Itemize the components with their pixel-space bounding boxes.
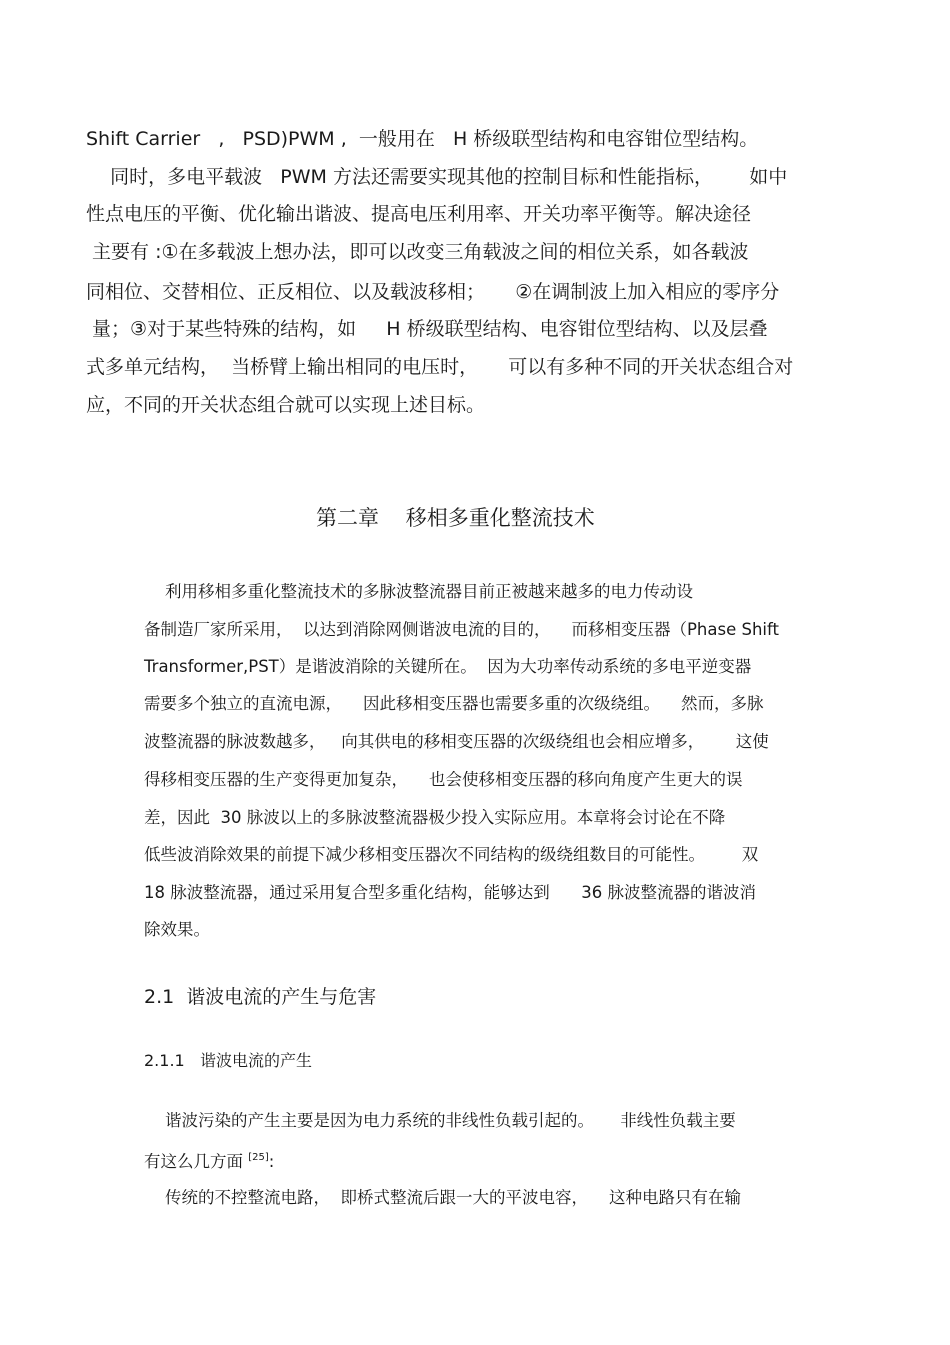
- citation-reference: [25]: [248, 1152, 269, 1163]
- paragraph-line: 需要多个独立的直流电源， 因此移相变压器也需要多重的次级绕组。 然而，多脉: [144, 694, 764, 713]
- paragraph-line: 同相位、交替相位、正反相位、以及载波移相； ②在调制波上加入相应的零序分: [86, 281, 780, 303]
- paragraph-line: 备制造厂家所采用， 以达到消除网侧谐波电流的目的， 而移相变压器（Phase Shift: [144, 620, 779, 639]
- paragraph-line: 传统的不控整流电路， 即桥式整流后跟一大的平波电容， 这种电路只有在输: [144, 1188, 741, 1207]
- paragraph-line: 低些波消除效果的前提下减少移相变压器次不同结构的级绕组数目的可能性。 双: [144, 845, 759, 864]
- paragraph-line: 同时，多电平载波 PWM 方法还需要实现其他的控制目标和性能指标， 如中: [86, 166, 788, 188]
- paragraph-line: 利用移相多重化整流技术的多脉波整流器目前正被越来越多的电力传动设: [144, 582, 693, 601]
- paragraph-line: 应，不同的开关状态组合就可以实现上述目标。: [86, 394, 486, 416]
- subsection-title: 2.1.1 谐波电流的产生: [144, 1051, 312, 1070]
- paragraph-line: 量；③对于某些特殊的结构，如 H 桥级联型结构、电容钳位型结构、以及层叠: [86, 318, 768, 340]
- line-text: :: [268, 1152, 275, 1171]
- paragraph-line: Shift Carrier , PSD)PWM , 一般用在 H 桥级联型结构和电容钳位型结构。: [86, 128, 759, 150]
- paragraph-line: 除效果。: [144, 920, 210, 939]
- paragraph-line: [144, 1154, 274, 1171]
- paragraph-line: 得移相变压器的生产变得更加复杂， 也会使移相变压器的移向角度产生更大的误: [144, 770, 743, 789]
- paragraph-line: 主要有 :①在多载波上想办法，即可以改变三角载波之间的相位关系，如各载波: [86, 241, 749, 263]
- paragraph-line: 式多单元结构， 当桥臂上输出相同的电压时， 可以有多种不同的开关状态组合对: [86, 356, 794, 378]
- section-title: 2.1 谐波电流的产生与危害: [144, 986, 377, 1008]
- paragraph-line: 差，因此 30 脉波以上的多脉波整流器极少投入实际应用。本章将会讨论在不降: [144, 808, 726, 827]
- paragraph-line: 谐波污染的产生主要是因为电力系统的非线性负载引起的。 非线性负载主要: [144, 1111, 736, 1130]
- chapter-title: 第二章 移相多重化整流技术: [316, 506, 595, 530]
- paragraph-line: 波整流器的脉波数越多， 向其供电的移相变压器的次级绕组也会相应增多， 这使: [144, 732, 769, 751]
- paragraph-line: Transformer,PST）是谐波消除的关键所在。 因为大功率传动系统的多电平逆变器: [144, 657, 752, 676]
- paragraph-line: 18 脉波整流器，通过采用复合型多重化结构，能够达到 36 脉波整流器的谐波消: [144, 883, 756, 902]
- line-text: 有这么几方面: [144, 1152, 249, 1171]
- paragraph-line: 性点电压的平衡、优化输出谐波、提高电压利用率、开关功率平衡等。解决途径: [86, 203, 752, 225]
